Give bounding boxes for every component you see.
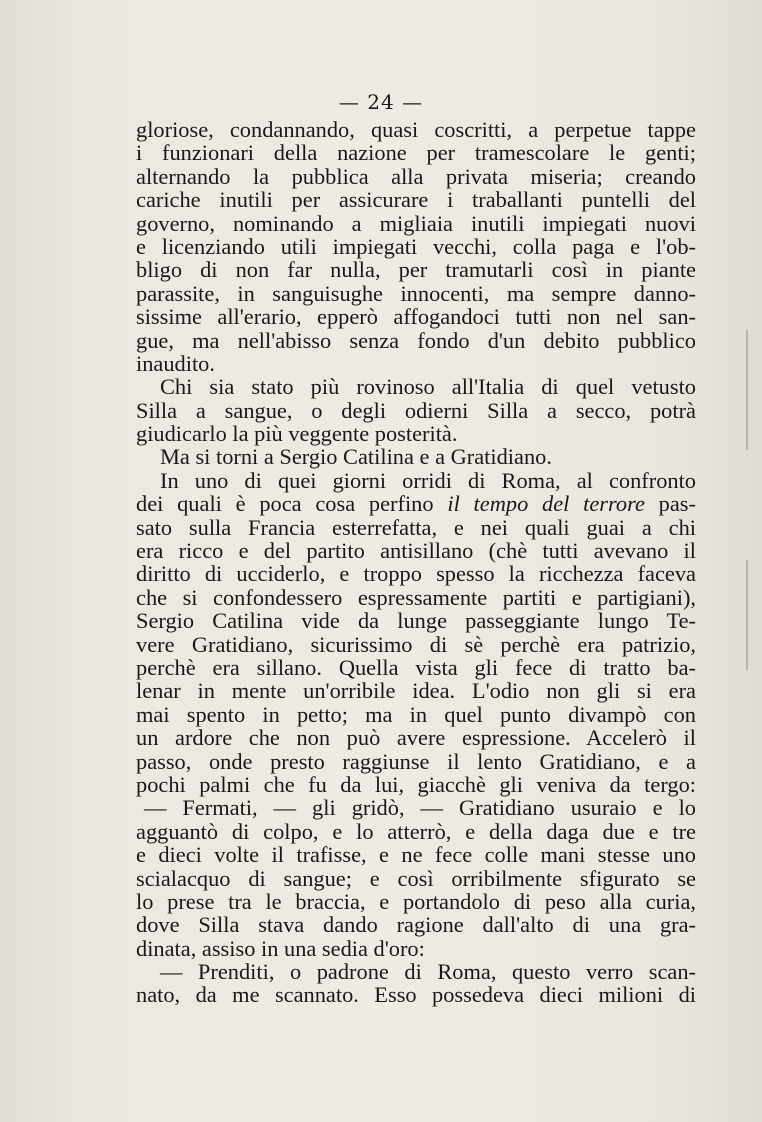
text-line: pochi palmi che fu da lui, giacchè gli veniva da tergo: (136, 771, 696, 797)
text-segment: dei quali è poca cosa perfino (136, 491, 434, 517)
text-line: bligo di non far nulla, per tramutarli così in piante (136, 257, 696, 283)
text-line: gue, ma nell'abisso senza fondo d'un debito pubblico (136, 327, 696, 353)
text-line: inaudito. (136, 350, 215, 376)
text-line: che si confondessero espressamente partiti e partigiani), (136, 584, 696, 610)
page-number: — 24 — (338, 90, 424, 114)
body-text (136, 118, 696, 1007)
text-line: scialacquo di sangue; e così orribilmente sfigurato se (136, 865, 696, 891)
text-line: e licenziando utili impiegati vecchi, colla paga e l'ob- (136, 233, 696, 259)
text-line-with-italic (136, 492, 696, 515)
text-line: vere Gratidiano, sicurissimo di sè perchè era patrizio, (136, 631, 696, 657)
text-line: cariche inutili per assicurare i traballanti puntelli del (136, 187, 696, 213)
text-line: e dieci volte il trafisse, e ne fece colle mani stesse uno (136, 842, 696, 868)
text-line: alternando la pubblica alla privata miseria; creando (136, 163, 696, 189)
text-line: gloriose, condannando, quasi coscritti, a perpetue tappe (136, 117, 696, 142)
text-line: passo, onde presto raggiunse il lento Gratidiano, e a (136, 748, 696, 774)
text-line: Silla a sangue, o degli odierni Silla a secco, potrà (136, 397, 696, 423)
text-line: agguantò di colpo, e lo atterrò, e della daga due e tre (136, 818, 696, 844)
text-line: Ma si torni a Sergio Catilina e a Gratidiano. (160, 444, 552, 470)
page-edge-mark (746, 560, 748, 670)
text-line: giudicarlo la più veggente posterità. (136, 421, 458, 447)
text-line: Sergio Catilina vide da lunge passeggiante lungo Te- (136, 608, 696, 634)
text-line: lo prese tra le braccia, e portandolo di peso alla curia, (136, 888, 696, 914)
text-line: nato, da me scannato. Esso possedeva dieci milioni di (136, 982, 696, 1008)
text-line: un ardore che non può avere espressione. Accelerò il (136, 725, 696, 751)
text-line: era ricco e del partito antisillano (chè tutti avevano il (136, 538, 696, 564)
text-line: governo, nominando a migliaia inutili impiegati nuovi (136, 210, 696, 236)
text-segment: pas- (658, 491, 696, 517)
text-line: parassite, in sanguisughe innocenti, ma sempre danno- (136, 280, 696, 306)
text-line: diritto di ucciderlo, e troppo spesso la ricchezza faceva (136, 561, 696, 587)
text-line: sato sulla Francia esterrefatta, e nei quali guai a chi (136, 514, 696, 540)
page-edge-mark (746, 330, 748, 450)
text-line: mai spento in petto; ma in quel punto divampò con (136, 701, 696, 727)
text-line: — Prenditi, o padrone di Roma, questo verro scan- (160, 959, 696, 985)
text-line: dinata, assiso in una sedia d'oro: (136, 935, 425, 961)
text-line: — Fermati, — gli gridò, — Gratidiano usuraio e lo (144, 795, 696, 821)
italic-phrase: il tempo del terrore (447, 491, 645, 517)
text-line: perchè era sillano. Quella vista gli fece di tratto ba- (136, 654, 696, 680)
text-line: lenar in mente un'orribile idea. L'odio non gli si era (136, 678, 696, 704)
text-line: dove Silla stava dando ragione dall'alto di una gra- (136, 912, 696, 938)
text-line: Chi sia stato più rovinoso all'Italia di quel vetusto (160, 374, 696, 400)
text-line: In uno di quei giorni orridi di Roma, al confronto (160, 467, 696, 493)
text-line: sissime all'erario, epperò affogandoci tutti non nel san- (136, 304, 696, 330)
text-line: i funzionari della nazione per tramescolare le genti; (136, 140, 696, 166)
